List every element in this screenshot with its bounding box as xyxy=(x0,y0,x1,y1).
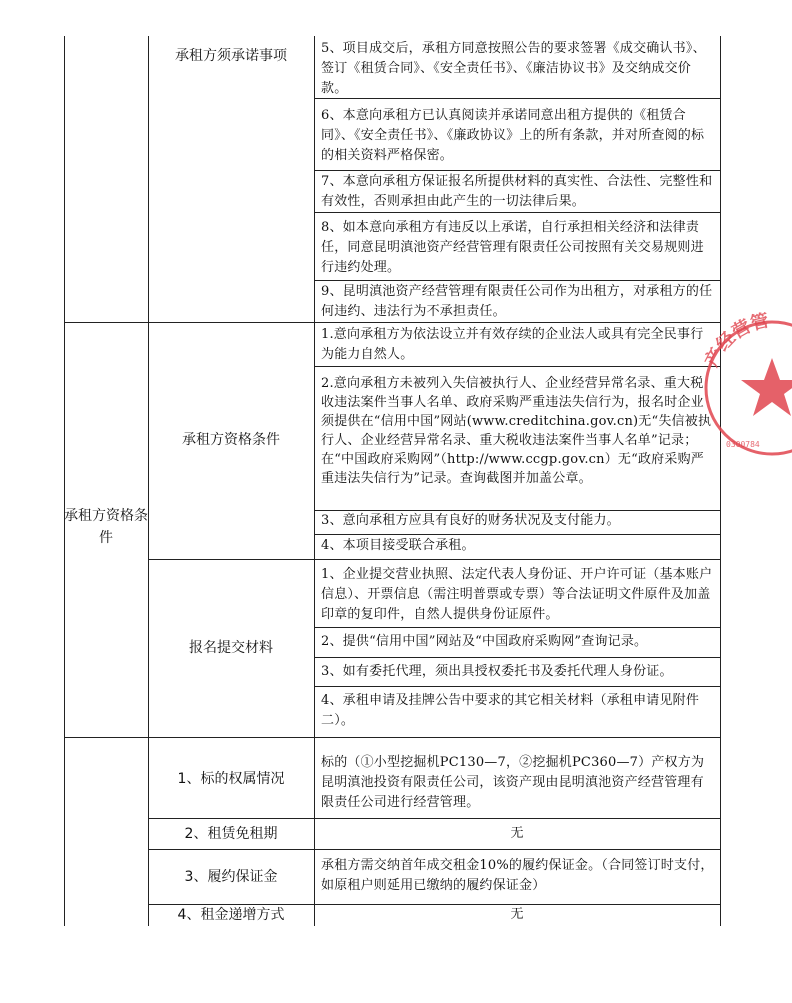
material-item-3: 3、如有委托代理，须出具授权委托书及委托代理人身份证。 xyxy=(321,664,673,679)
rent-free-period-value: 无 xyxy=(510,825,524,841)
table-border-right xyxy=(720,36,721,926)
rent-increase-value: 无 xyxy=(510,907,524,922)
qualification-conditions-label: 承租方资格条件 xyxy=(182,432,280,448)
seal-number: 0300784 xyxy=(726,440,760,449)
performance-deposit-label: 3、履约保证金 xyxy=(184,868,278,885)
commitment-item-8: 8、如本意向承租方有违反以上承诺，自行承担相关经济和法律责任，同意昆明滇池资产经营管理有限责任公司按照有关交易规则进行违约处理。 xyxy=(321,220,704,275)
commitment-item-5: 5、项目成交后，承租方同意按照公告的要求签署《成交确认书》、签订《租赁合同》、《安全责任书》、《廉洁协议书》及交纳成交价款。 xyxy=(321,41,706,96)
condition-item-2: 2.意向承租方未被列入失信被执行人、企业经营异常名录、重大税收违法案件当事人名单、政府采购严重违法失信行为，报名时企业须提供在“信用中国”网站(www.creditchina.gov.cn)无“失信被执行人、企业经营异常名录、重大税收违法案件当事人名单”记录；在“中国政府采购网”（http://www.ccgp.gov.cn）无“政府采购严重违法失信行为”记录。查询截图并加盖公章。 xyxy=(321,376,712,486)
qualification-outer-label: 承租方资格条件 xyxy=(64,508,148,546)
seal-text: 产经营管 xyxy=(701,310,771,371)
rent-free-period-label: 2、租赁免租期 xyxy=(184,825,278,842)
commitment-item-6: 6、本意向承租方已认真阅读并承诺同意出租方提供的《租赁合同》、《安全责任书》、《廉政协议》上的所有条款，并对所查阅的标的相关资料严格保密。 xyxy=(321,108,705,163)
seal-star-icon xyxy=(741,358,792,416)
ownership-value: 标的（①小型挖掘机PC130—7，②挖掘机PC360—7）产权方为昆明滇池投资有限责任公司，该资产现由昆明滇池资产经营管理有限责任公司进行经营管理。 xyxy=(321,755,705,810)
condition-item-3: 3、意向承租方应具有良好的财务状况及支付能力。 xyxy=(321,513,620,528)
performance-deposit-value: 承租方需交纳首年成交租金10%的履约保证金。（合同签订时支付，如原租户则延用已缴纳的履约保证金） xyxy=(321,858,714,893)
material-item-2: 2、提供“信用中国”网站及“中国政府采购网”查询记录。 xyxy=(321,634,648,649)
commitment-item-7: 7、本意向承租方保证报名所提供材料的真实性、合法性、完整性和有效性，否则承担由此产生的一切法律后果。 xyxy=(321,174,713,209)
ownership-label: 1、标的权属情况 xyxy=(177,771,285,787)
material-item-1: 1、企业提交营业执照、法定代表人身份证、开户许可证（基本账户信息）、开票信息（需注明普票或专票）等合法证明文件原件及加盖印章的复印件，自然人提供身份证原件。 xyxy=(321,567,713,622)
materials-label: 报名提交材料 xyxy=(189,640,273,656)
condition-item-4: 4、本项目接受联合承租。 xyxy=(321,538,475,553)
table-border-left xyxy=(64,36,65,926)
commitments-label: 承租方须承诺事项 xyxy=(175,48,287,64)
material-item-4: 4、承租申请及挂牌公告中要求的其它相关材料（承租申请见附件二）。 xyxy=(321,693,700,728)
commitment-item-9: 9、昆明滇池资产经营管理有限责任公司作为出租方，对承租方的任何违约、违法行为不承担责任。 xyxy=(321,284,713,319)
condition-item-1: 1.意向承租方为依法设立并有效存续的企业法人或具有完全民事行为能力自然人。 xyxy=(321,327,704,362)
table-column-divider-1 xyxy=(148,36,149,926)
rent-increase-label: 4、租金递增方式 xyxy=(177,907,285,923)
